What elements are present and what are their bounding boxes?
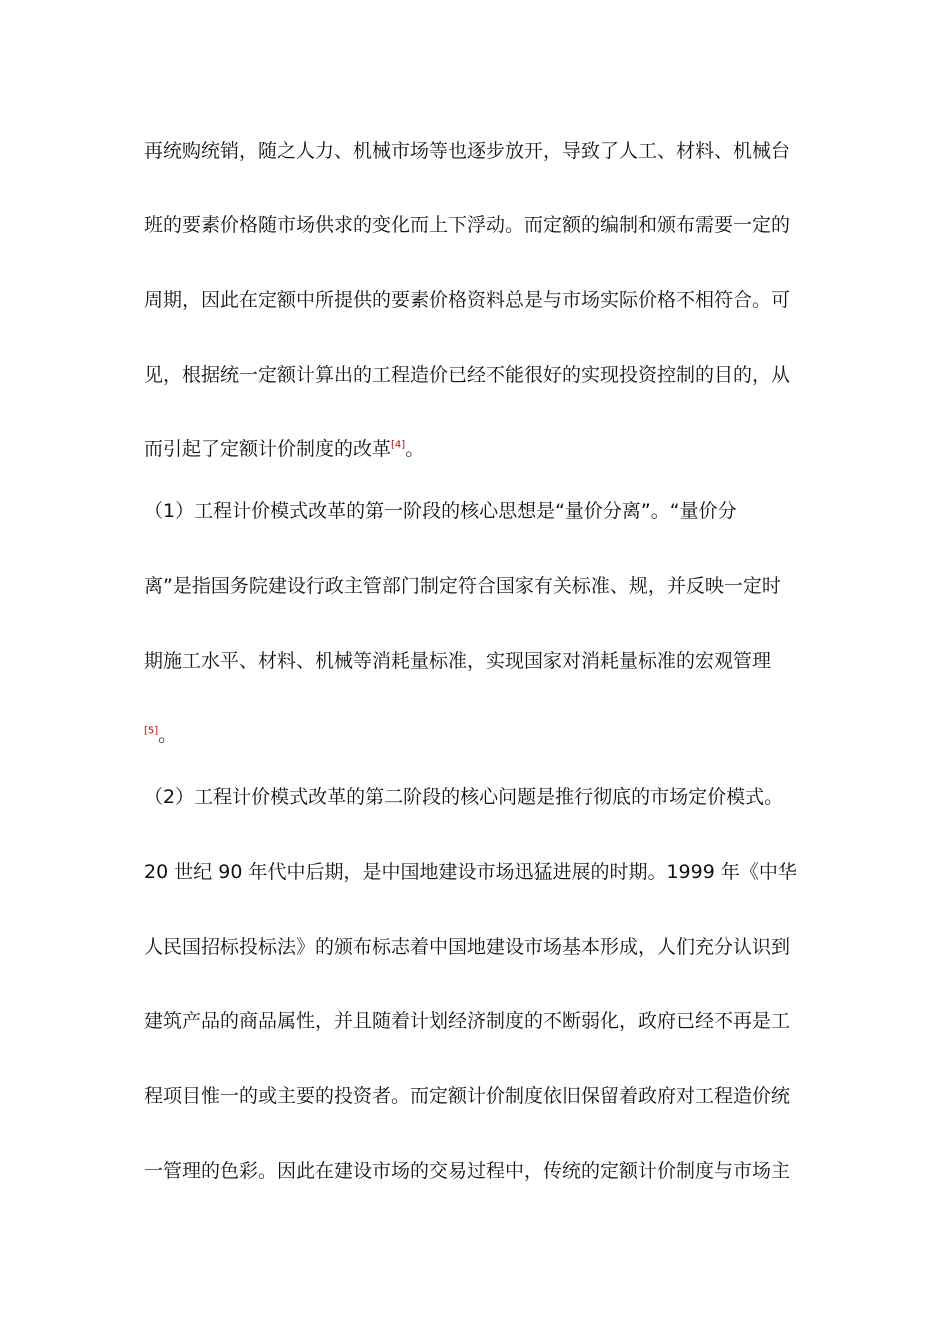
text-line-11: 20 世纪 90 年代中后期，是中国地建设市场迅猛进展的时期。1999 年《中华 [144, 861, 797, 883]
text-line-5-end: 。 [405, 438, 425, 460]
text-line-3: 周期，因此在定额中所提供的要素价格资料总是与市场实际价格不相符合。可 [144, 289, 791, 311]
text-line-4: 见，根据统一定额计算出的工程造价已经不能很好的实现投资控制的目的，从 [144, 364, 791, 386]
text-line-6: （1）工程计价模式改革的第一阶段的核心思想是“量价分离”。“量价分 [144, 500, 737, 522]
text-line-8: 期施工水平、材料、机械等消耗量标准，实现国家对消耗量标准的宏观管理 [144, 650, 772, 672]
text-line-12: 人民国招标投标法》的颁布标志着中国地建设市场基本形成，人们充分认识到 [144, 936, 791, 958]
text-line-1: 再统购统销，随之人力、机械市场等也逐步放开，导致了人工、材料、机械台 [144, 140, 791, 162]
text-line-14: 程项目惟一的或主要的投资者。而定额计价制度依旧保留着政府对工程造价统 [144, 1085, 791, 1107]
text-line-2: 班的要素价格随市场供求的变化而上下浮动。而定额的编制和颁布需要一定的 [144, 214, 791, 236]
citation-4-link[interactable]: [4] [391, 439, 406, 451]
text-line-9 [144, 721, 834, 749]
text-line-9-end: 。 [158, 724, 178, 746]
text-line-5 [144, 435, 834, 463]
text-line-5-body: 而引起了定额计价制度的改革 [144, 438, 392, 460]
text-line-15: 一管理的色彩。因此在建设市场的交易过程中，传统的定额计价制度与市场主 [144, 1160, 791, 1182]
text-line-7: 离”是指国务院建设行政主管部门制定符合国家有关标准、规，并反映一定时 [144, 575, 781, 597]
text-line-13: 建筑产品的商品属性，并且随着计划经济制度的不断弱化，政府已经不再是工 [144, 1010, 791, 1032]
citation-5-link[interactable]: [5] [144, 725, 159, 737]
text-line-10: （2）工程计价模式改革的第二阶段的核心问题是推行彻底的市场定价模式。 [144, 786, 784, 808]
